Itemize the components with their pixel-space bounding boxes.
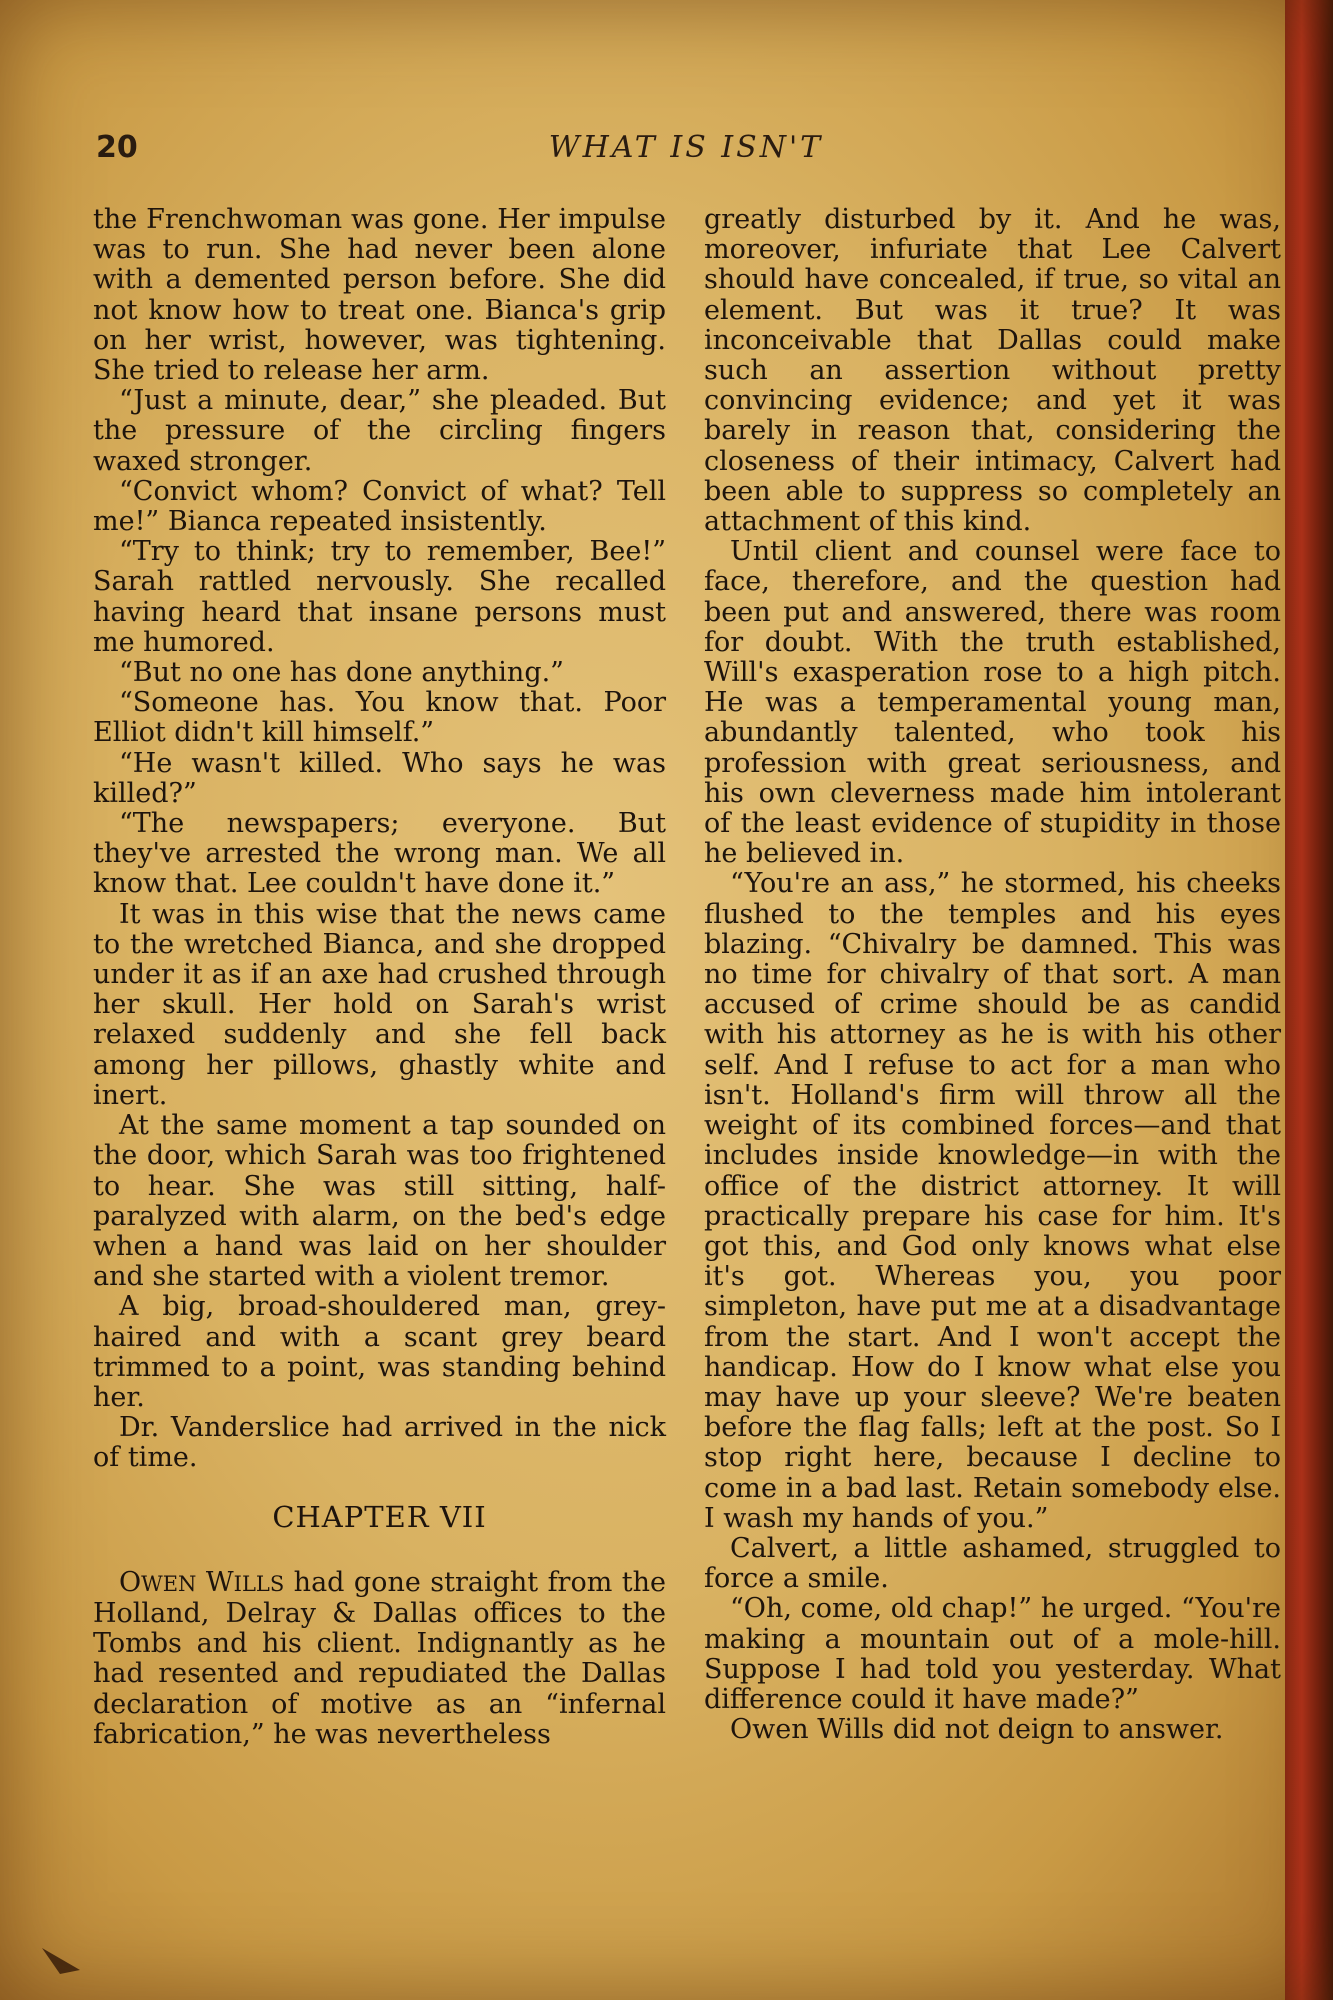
- small-caps-initial: O: [119, 1566, 142, 1598]
- paragraph: “Someone has. You know that. Poor Elliot didn't kill himself.”: [93, 687, 666, 749]
- paragraph: Owen Wills did not deign to answer.: [730, 1714, 1224, 1746]
- chapter-heading: CHAPTER VII: [272, 1499, 487, 1534]
- paragraph: “Just a minute, dear,” she pleaded. But the pressure of the circling fingers waxed stronger.: [93, 385, 666, 477]
- chapter-opening-paragraph: [93, 1568, 666, 1750]
- paragraph: Calvert, a little ashamed, struggled to force a smile.: [704, 1532, 1281, 1595]
- paragraph: “Oh, come, old chap!” he urged. “You're making a mountain out of a mole-hill. Suppose I had told you yesterday. What difference could it have made?”: [704, 1593, 1281, 1715]
- paragraph: At the same moment a tap sounded on the door, which Sarah was too frightened to hear. She was still sitting, half-paralyzed with alarm, on the bed's edge when a hand was laid on her shoulder and she started with a violent tremor.: [93, 1110, 666, 1293]
- small-caps-rest: ILLS: [233, 1571, 285, 1596]
- paragraph: “The newspapers; everyone. But they've arrested the wrong man. We all know that. Lee couldn't have done it.”: [93, 808, 666, 900]
- paragraph: A big, broad-shouldered man, grey-haired and with a scant grey beard trimmed to a point, was standing behind her.: [93, 1291, 666, 1413]
- chapter-opening-text: had gone straight from the Holland, Delray & Dallas offices to the Tombs and his client. Indignantly as he had resented and repudiated the Dallas declaration of motive as an “infernal fabrication,” he was nevertheless: [93, 1566, 666, 1750]
- running-title: WHAT IS ISN'T: [548, 130, 824, 165]
- paragraph: “Try to think; try to remember, Bee!” Sarah rattled nervously. She recalled having heard that insane persons must me humored.: [93, 536, 666, 658]
- paragraph: “He wasn't killed. Who says he was killed?”: [93, 747, 666, 809]
- paragraph: the Frenchwoman was gone. Her impulse was to run. She had never been alone with a demented person before. She did not know how to treat one. Bianca's grip on her wrist, however, was tightening. She tried to release her arm.: [93, 204, 666, 387]
- page-corner-mark: [40, 1940, 100, 1980]
- page-number: 20: [96, 130, 138, 165]
- page-header: [96, 130, 1276, 176]
- paragraph: “You're an ass,” he stormed, his cheeks flushed to the temples and his eyes blazing. “Chivalry be damned. This was no time for chivalry of that sort. A man accused of crime should be as candid with his attorney as he is with his other self. And I refuse to act for a man who isn't. Holland's firm will throw all the weight of its combined forces—and that includes inside knowledge—in with the office of the district attorney. It will practically prepare his case for him. It's got this, and God only knows what else it's got. Whereas you, you poor simpleton, have put me at a disadvantage from the start. And I won't accept the handicap. How do I know what else you may have up your sleeve? We're beaten before the flag falls; left at the post. So I stop right here, because I decline to come in a bad last. Retain somebody else. I wash my hands of you.”: [704, 868, 1281, 1534]
- paragraph: It was in this wise that the news came to the wretched Bianca, and she dropped under it as if an axe had crushed through her skull. Her hold on Sarah's wrist relaxed suddenly and she fell back among her pillows, ghastly white and inert.: [93, 898, 666, 1111]
- right-column: [704, 205, 1281, 1745]
- book-spine-edge: [1285, 0, 1333, 2000]
- paragraph: Dr. Vanderslice had arrived in the nick of time.: [93, 1412, 666, 1474]
- left-column: [93, 205, 666, 1750]
- paragraph: greatly disturbed by it. And he was, moreover, infuriate that Lee Calvert should have concealed, if true, so vital an element. But was it true? It was inconceivable that Dallas could make such an assertion without pretty convincing evidence; and yet it was barely in reason that, considering the closeness of their intimacy, Calvert had been able to suppress so completely an attachment of this kind.: [704, 204, 1281, 538]
- paragraph: “Convict whom? Convict of what? Tell me!” Bianca repeated insistently.: [93, 475, 666, 538]
- small-caps-initial: W: [205, 1566, 234, 1598]
- paragraph: Until client and counsel were face to face, therefore, and the question had been put and answered, there was room for doubt. With the truth established, Will's exasperation rose to a high pitch. He was a temperamental young man, abundantly talented, who took his profession with great seriousness, and his own cleverness made him intolerant of the least evidence of stupidity in those he believed in.: [704, 536, 1281, 870]
- small-caps-rest: WEN: [141, 1571, 197, 1596]
- paragraph: “But no one has done anything.”: [119, 657, 564, 689]
